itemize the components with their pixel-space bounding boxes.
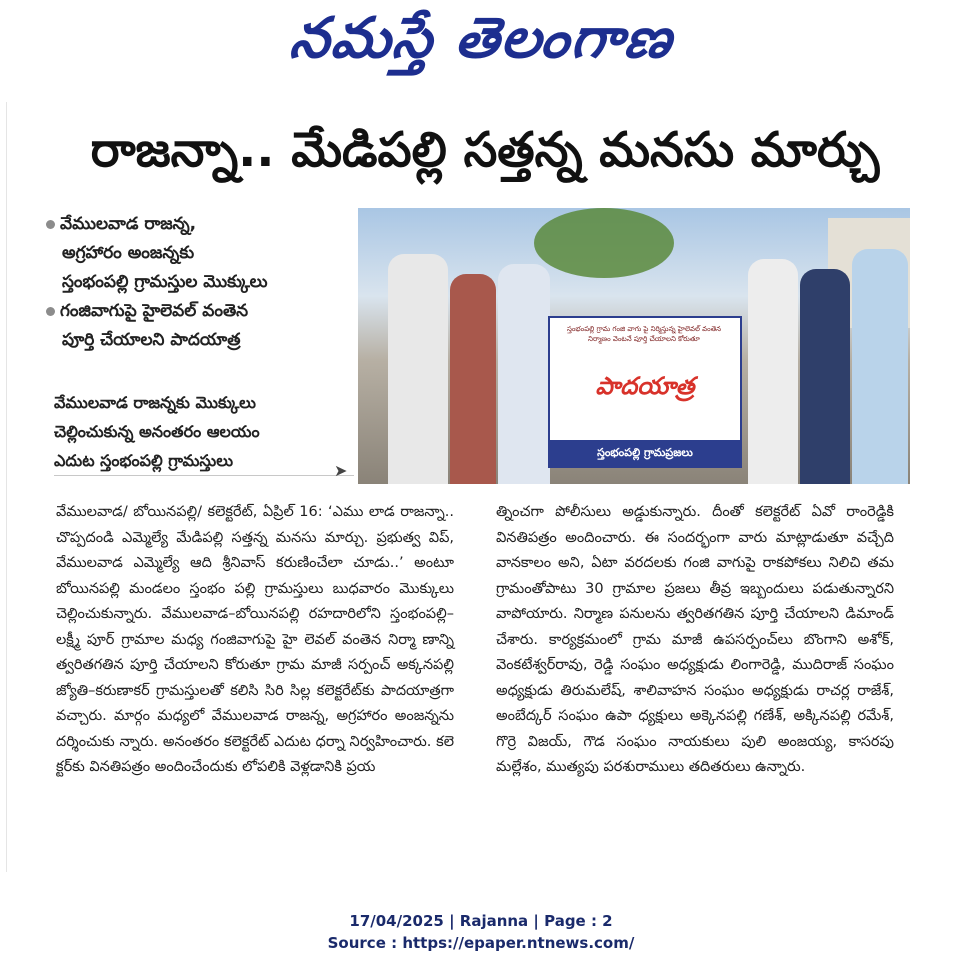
person-figure bbox=[388, 254, 448, 484]
tree-shape bbox=[534, 208, 674, 278]
person-figure bbox=[498, 264, 550, 484]
bullet-1-line-1: వేములవాడ రాజన్న, bbox=[46, 210, 351, 239]
padayatra-banner bbox=[548, 316, 742, 468]
caption-line-3: ఎదుట స్తంభంపల్లి గ్రామస్తులు bbox=[54, 446, 354, 476]
bullet-2-line-1: గంజివాగుపై హైలెవల్ వంతెన bbox=[46, 297, 351, 326]
photo-caption bbox=[54, 388, 354, 480]
footer-source-line: Source : https://epaper.ntnews.com/ bbox=[327, 934, 635, 952]
bullet-dot-icon bbox=[46, 307, 55, 316]
bullet-2-line-2: పూర్తి చేయాలని పాదయాత్ర bbox=[62, 330, 241, 350]
bullet-1-line-2: అగ్రహారం అంజన్నకు bbox=[62, 243, 195, 263]
article-column-right: త్నించగా పోలీసులు అడ్డుకున్నారు. దీంతో కలెక్టరేట్ ఏవో రాంరెడ్డికి వినతిపత్రం అందించారు. ఈ సందర్భంగా వారు మాట్లాడుతూ వచ్చేది వానకాలం అని, ఏటా వరదలకు గంజి వాగుపై రాకపోకలు నిలిచి తమ గ్రామంతోపాటు 30 గ్రామాల ప్రజలు తీవ్ర ఇబ్బందులు పడుతున్నారని వాపోయారు. నిర్మాణ పనులను త్వరితగతిన పూర్తి చేయాలని డిమాండ్ చేశారు. కార్యక్రమంలో గ్రామ మాజీ ఉపసర్పంచ్‌లు బొంగాని అశోక్, వెంకటేశ్వర్‌రావు, రెడ్డి సంఘం అధ్యక్షుడు లింగారెడ్డి, ముదిరాజ్ సంఘం అధ్యక్షుడు తిరుమలేష్, శాలివాహన సంఘం అధ్యక్షుడు రాచర్ల రాజేశ్, అంబేద్కర్ సంఘం ఉపా ధ్యక్షులు అక్కెనపల్లి గణేశ్, అక్కినపల్లి రమేశ్, గొర్రె విజయ్, గౌడ సంఘం నాయకులు పులి అంజయ్య, కాసరపు మల్లేశం, ముత్యపు పరశురాములు తదితరులు ఉన్నారు. bbox=[496, 504, 894, 775]
banner-small-text: స్తంభంపల్లి గ్రామ గంజి వాగు పై నిర్మిస్తున్న హైలెవల్ వంతెన నిర్మాణం వెంటనే పూర్తి చేయాలని కోరుతూ bbox=[566, 325, 722, 343]
caption-line-1: వేములవాడ రాజన్నకు మొక్కులు bbox=[54, 393, 256, 412]
bullet-dot-icon bbox=[46, 220, 55, 229]
person-figure bbox=[450, 274, 496, 484]
caption-line-2: చెల్లించుకున్న అనంతరం ఆలయం bbox=[54, 422, 260, 441]
page-footer bbox=[0, 910, 962, 954]
headline: రాజన్నా.. మేడిపల్లి సత్తన్న మనసు మార్చు bbox=[90, 122, 880, 178]
article-column-left: వేములవాడ/ బోయినపల్లి/ కలెక్టరేట్, ఏప్రిల్ 16: ‘ఎము లాడ రాజన్నా.. చొప్పదండి ఎమ్మెల్యే మేడిపల్లి సత్తన్న మనసు మార్చు. ప్రభుత్వ విప్, వేములవాడ ఎమ్మెల్యే ఆది శ్రీనివాస్ కరుణించేలా చూడు..’ అంటూ బోయినపల్లి మండలం స్తంభం పల్లి గ్రామస్తులు బుధవారం మొక్కులు చెల్లించుకున్నారు. వేములవాడ–బోయినపల్లి రహదారిలోని స్తంభంపల్లి–లక్ష్మీ పూర్ గ్రామాల మధ్య గంజివాగుపై హై లెవల్ వంతెన నిర్మా ణాన్ని త్వరితగతిన పూర్తి చేయాలని కోరుతూ గ్రామ మాజీ సర్పంచ్ అక్కనపల్లి జ్యోతి–కరుణాకర్ గ్రామస్తులతో కలిసి సిరి సిల్ల కలెక్టరేట్‌కు పాదయాత్రగా వచ్చారు. మార్గం మధ్యలో వేములవాడ రాజన్న, అగ్రహారం అంజన్నను దర్శించుకు న్నారు. అనంతరం కలెక్టరేట్ ఎదుట ధర్నా నిర్వహించారు. కలె క్టర్‌కు వినతిపత్రం అందించేందుకు లోపలికి వెళ్లడానికి ప్రయ bbox=[56, 504, 454, 775]
banner-title: పాదయాత్ర bbox=[595, 372, 695, 400]
person-figure bbox=[800, 269, 850, 484]
highlight-bullets bbox=[46, 210, 351, 355]
banner-footer: స్తంభంపల్లి గ్రామప్రజలు bbox=[550, 440, 740, 466]
person-figure bbox=[748, 259, 798, 484]
news-photo bbox=[358, 208, 910, 484]
masthead-logo: నమస్తే తెలంగాణ bbox=[286, 6, 677, 71]
footer-date-line: 17/04/2025 | Rajanna | Page : 2 bbox=[349, 912, 613, 930]
bullet-1-line-3: స్తంభంపల్లి గ్రామస్తుల మొక్కులు bbox=[62, 272, 268, 292]
person-figure bbox=[852, 249, 908, 484]
arrow-right-icon: ➤ bbox=[334, 461, 348, 480]
left-divider bbox=[6, 102, 7, 872]
